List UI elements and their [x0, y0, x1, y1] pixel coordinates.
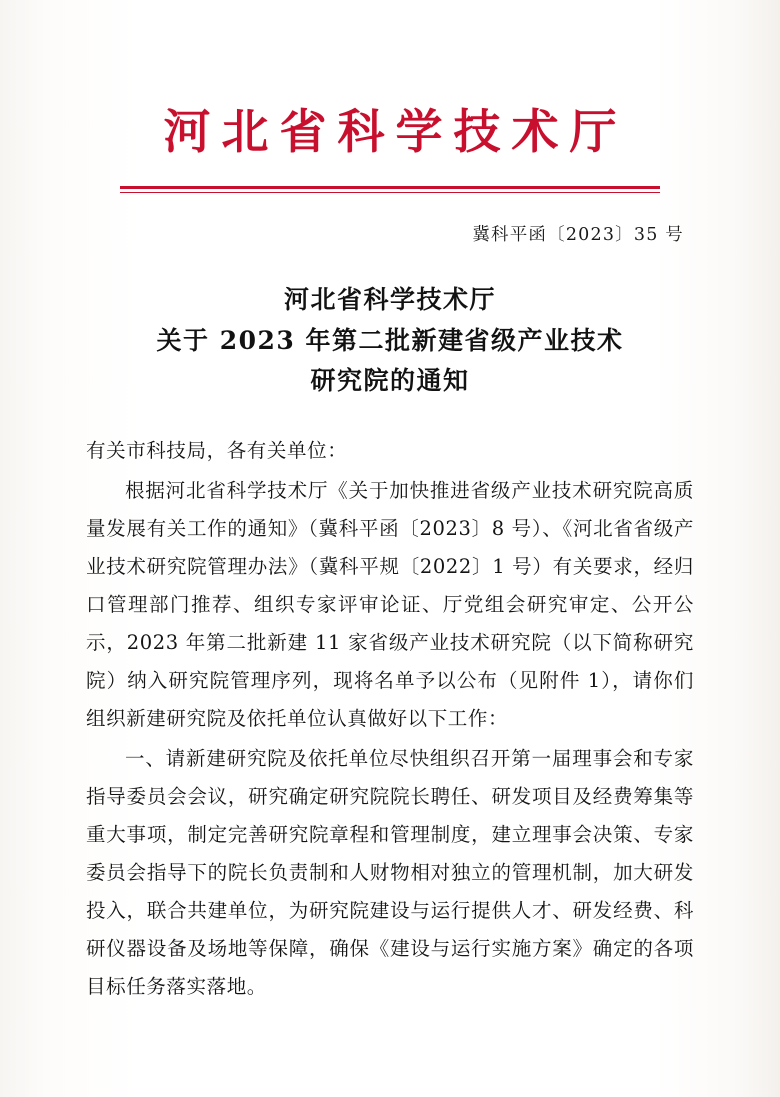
body-paragraph: 一、请新建研究院及依托单位尽快组织召开第一届理事会和专家指导委员会会议，研究确定研究院院长聘任、研发项目及经费筹集等重大事项，制定完善研究院章程和管理制度，建立理事会决策、专家委员会指导下的院长负责制和人财物相对独立的管理机制，加大研发投入，联合共建单位，为研究院建设与运行提供人才、研发经费、科研仪器设备及场地等保障，确保《建设与运行实施方案》确定的各项目标任务落实落地。: [86, 746, 694, 998]
letterhead: [86, 106, 694, 193]
body-paragraph: 根据河北省科学技术厅《关于加快推进省级产业技术研究院高质量发展有关工作的通知》（冀科平函〔2023〕8 号）、《河北省省级产业技术研究院管理办法》（冀科平规〔2022〕1 号）有关要求，经归口管理部门推荐、组织专家评审论证、厅党组会研究审定、公开公示，2023 年第二批新建 11 家省级产业技术研究院（以下简称研究院）纳入研究院管理序列，现将名单予以公布（见附件 1），请你们组织新建研究院及依托单位认真做好以下工作：: [86, 478, 694, 730]
headline-line-3: 研究院的通知: [310, 366, 470, 396]
document-headline: [86, 280, 694, 402]
letterhead-organization: 河北省科学技术厅: [163, 105, 628, 160]
letterhead-rule: [120, 186, 660, 193]
salutation: 有关市科技局，各有关单位：: [86, 438, 348, 462]
headline-line-2: 关于 2023 年第二批新建省级产业技术: [156, 325, 624, 355]
document-body: [86, 432, 694, 1006]
document-number: 冀科平函〔2023〕35 号: [472, 225, 684, 246]
headline-line-1: 河北省科学技术厅: [283, 285, 496, 315]
letterhead-rule-thin: [120, 192, 660, 193]
